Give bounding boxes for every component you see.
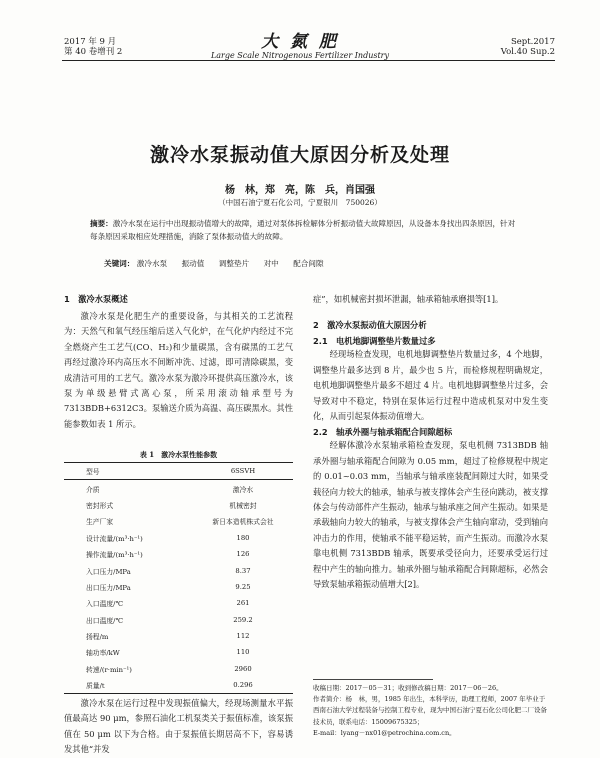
param-value: 新日本造机株式会社: [212, 518, 274, 527]
param-value: 激冷水: [232, 485, 254, 494]
footnote-author-bio: 作者简介：杨 林，男，1985 年出生，本科学历，助理工程师，2007 年毕业于西南石油大学过程装备与控制工程专业，现为中国石油宁夏石化公司化肥二厂设备技术员，联系电话：15009675325；: [313, 695, 547, 726]
param-name: 密封形式: [86, 501, 114, 510]
table-row: [64, 677, 293, 693]
abstract-text: 激冷水泵在运行中出现振动值增大的故障，通过对泵体拆检解体分析振动值大故障原因，从设备本身找出四条原因，针对每条原因采取相应处理措施，消除了泵体振动值大的故障。: [90, 219, 516, 241]
param-value: 110: [236, 648, 250, 657]
table-row: [64, 530, 293, 546]
section-2-heading: 2 激冷水泵振动值大原因分析: [313, 320, 427, 331]
param-value: 259.2: [233, 615, 253, 624]
keywords: [104, 258, 336, 269]
param-value: 112: [236, 632, 250, 641]
param-value: 126: [236, 550, 250, 559]
article-title: 激冷水泵振动值大原因分析及处理: [149, 144, 450, 166]
param-name: 出口温度/℃: [86, 616, 124, 625]
param-name: 设计流量/(m³·h⁻¹): [86, 534, 143, 543]
journal-logo: 大 氮 肥: [261, 32, 339, 52]
section-1-heading: 1 激冷水泵概述: [64, 294, 128, 304]
param-value: 2960: [234, 664, 252, 673]
section-2-1-heading: 2.1 电机地脚调整垫片数量过多: [313, 336, 436, 347]
header-divider: [62, 60, 555, 61]
table-row: [64, 612, 293, 628]
param-value: 180: [236, 533, 250, 542]
param-name: 扬程/m: [86, 633, 109, 642]
header-date-en: Sept.2017: [510, 37, 555, 47]
article-affiliation: （中国石油宁夏石化公司，宁夏银川 750026）: [218, 198, 382, 207]
param-name: 出口压力/MPa: [86, 583, 131, 592]
param-name: 生产厂家: [86, 518, 114, 527]
param-name: 入口压力/MPa: [86, 567, 131, 576]
keyword-item: 配合间隙: [293, 259, 324, 268]
footnote-received: 收稿日期：2017－05－31；收到修改稿日期：2017－06－26。: [313, 684, 503, 692]
keyword-item: 激冷水泵: [136, 259, 168, 268]
abstract: [90, 218, 520, 243]
section-1-paragraph-2: 激冷水泵在运行过程中发现振值偏大，经现场测量水平振值最高达 90 μm，参照石油化工机泵类关于振值标准，该泵振值在 50 μm 以下为合格。由于泵振值长期居高不下，容易诱发其他“并发: [64, 698, 293, 755]
table-row: [64, 661, 293, 677]
table-row: [64, 595, 293, 611]
table-row: [64, 644, 293, 660]
section-1-paragraph: 激冷水泵是化肥生产的重要设备，与其相关的工艺流程为：天然气和氧气经压缩后送入气化炉，在气化炉内经过不完全燃烧产生工艺气(CO、H₂)和少量碳黑，含有碳黑的工艺气再经过激冷环内高压水不间断冲洗、过滤，即可清除碳黑，变成清洁可用的工艺气。激冷水泵为激冷环提供高压激冷水，该泵为单级悬臂式离心泵，所采用滚动轴承型号为 7313BDB+6312C3。泵输送介质为高温、高压碳黑水。其性能参数如表 1 所示。: [64, 311, 294, 429]
table-bottom-rule: [64, 693, 293, 694]
param-name: 转速/(r·min⁻¹): [86, 665, 132, 674]
header-volume-en: Vol.40 Sup.2: [500, 47, 555, 57]
continued-paragraph: 症”，如机械密封损坏泄漏，轴承箱轴承磨损等[1]。: [313, 294, 504, 304]
keyword-item: 振动值: [181, 259, 205, 268]
param-name: 入口温度/℃: [86, 600, 124, 609]
table-row: [64, 562, 293, 578]
keywords-label: 关键词：: [104, 259, 135, 268]
header-volume: 第 40 卷增刊 2: [64, 47, 123, 57]
article-authors: 杨 林，郑 亮，陈 兵，肖国强: [225, 185, 375, 196]
section-2-2-paragraph: 经解体激冷水泵轴承箱检查发现，泵电机侧 7313BDB 轴承外圈与轴承箱配合间隙为 0.05 mm，超过了检修规程中规定的 0.01~0.03 mm，当轴承与轴承座装配间隙过大时，如果受载径向力较大的轴承，轴承与被支撑体会产生径向跳动，被支撑体会与传动部件产生振动，轴承与轴承座之间产生振动。如果是承载轴向力较大的轴承，与被支撑体会产生轴向窜动，受到轴向冲击力的作用，使轴承不能平稳运转，而产生振动。而激冷水泵靠电机侧 7313BDB 轴承，既要承受径向力，还要承受运行过程中产生的轴向推力。轴承外圈与轴承箱配合间隙超标，必然会导致泵轴承箱振动值增大[2]。: [313, 440, 548, 590]
table-row: [64, 628, 293, 644]
footnote-email: E-mail：lyang－nx01@petrochina.com.cn。: [313, 728, 456, 737]
keyword-item: 对中: [263, 259, 279, 268]
right-column: [313, 292, 548, 593]
abstract-label: 摘要：: [90, 219, 113, 228]
table-row: [64, 546, 293, 562]
param-name: 操作流量/(m³·h⁻¹): [86, 551, 143, 560]
param-name: 质量/t: [86, 682, 105, 691]
section-2-1-paragraph: 经现场检查发现，电机地脚调整垫片数量过多，4 个地脚，调整垫片最多达到 8 片，最少也 5 片，而检修规程明确规定，电机地脚调整垫片最多不超过 4 片。电机地脚调整垫片过多，会导致对中不稳定，特别在泵体运行过程中造成机泵对中发生变化，从而引起泵体振动值增大。: [313, 349, 548, 422]
header-date: 2017 年 9 月: [64, 37, 117, 47]
keyword-item: 调整垫片: [218, 259, 250, 268]
table-row: [64, 579, 293, 595]
param-value: 机械密封: [229, 501, 257, 510]
left-column-bottom: [64, 696, 293, 758]
param-name: 型号: [86, 468, 100, 477]
table-1-caption: 表 1 激冷水泵性能参数: [139, 450, 218, 459]
performance-table: [64, 463, 293, 693]
table-row: [64, 463, 293, 480]
table-row: [64, 480, 293, 497]
param-value: 9.25: [235, 582, 251, 591]
param-value: 261: [236, 599, 250, 608]
left-column-top: [64, 293, 293, 432]
param-value: 8.37: [235, 566, 251, 575]
param-value: 0.296: [233, 681, 253, 690]
param-name: 轴功率/kW: [86, 649, 120, 658]
footnote: [313, 683, 548, 739]
table-row: [64, 513, 293, 529]
journal-name-en: Large Scale Nitrogenous Fertilizer Industry: [210, 51, 390, 60]
header-issue-en: [501, 37, 555, 57]
param-name: 介质: [86, 485, 100, 494]
table-row: [64, 497, 293, 513]
param-value: 6SSVH: [230, 467, 256, 476]
footnote-divider: [313, 679, 433, 680]
section-2-2-heading: 2.2 轴承外圈与轴承箱配合间隙超标: [313, 427, 453, 438]
